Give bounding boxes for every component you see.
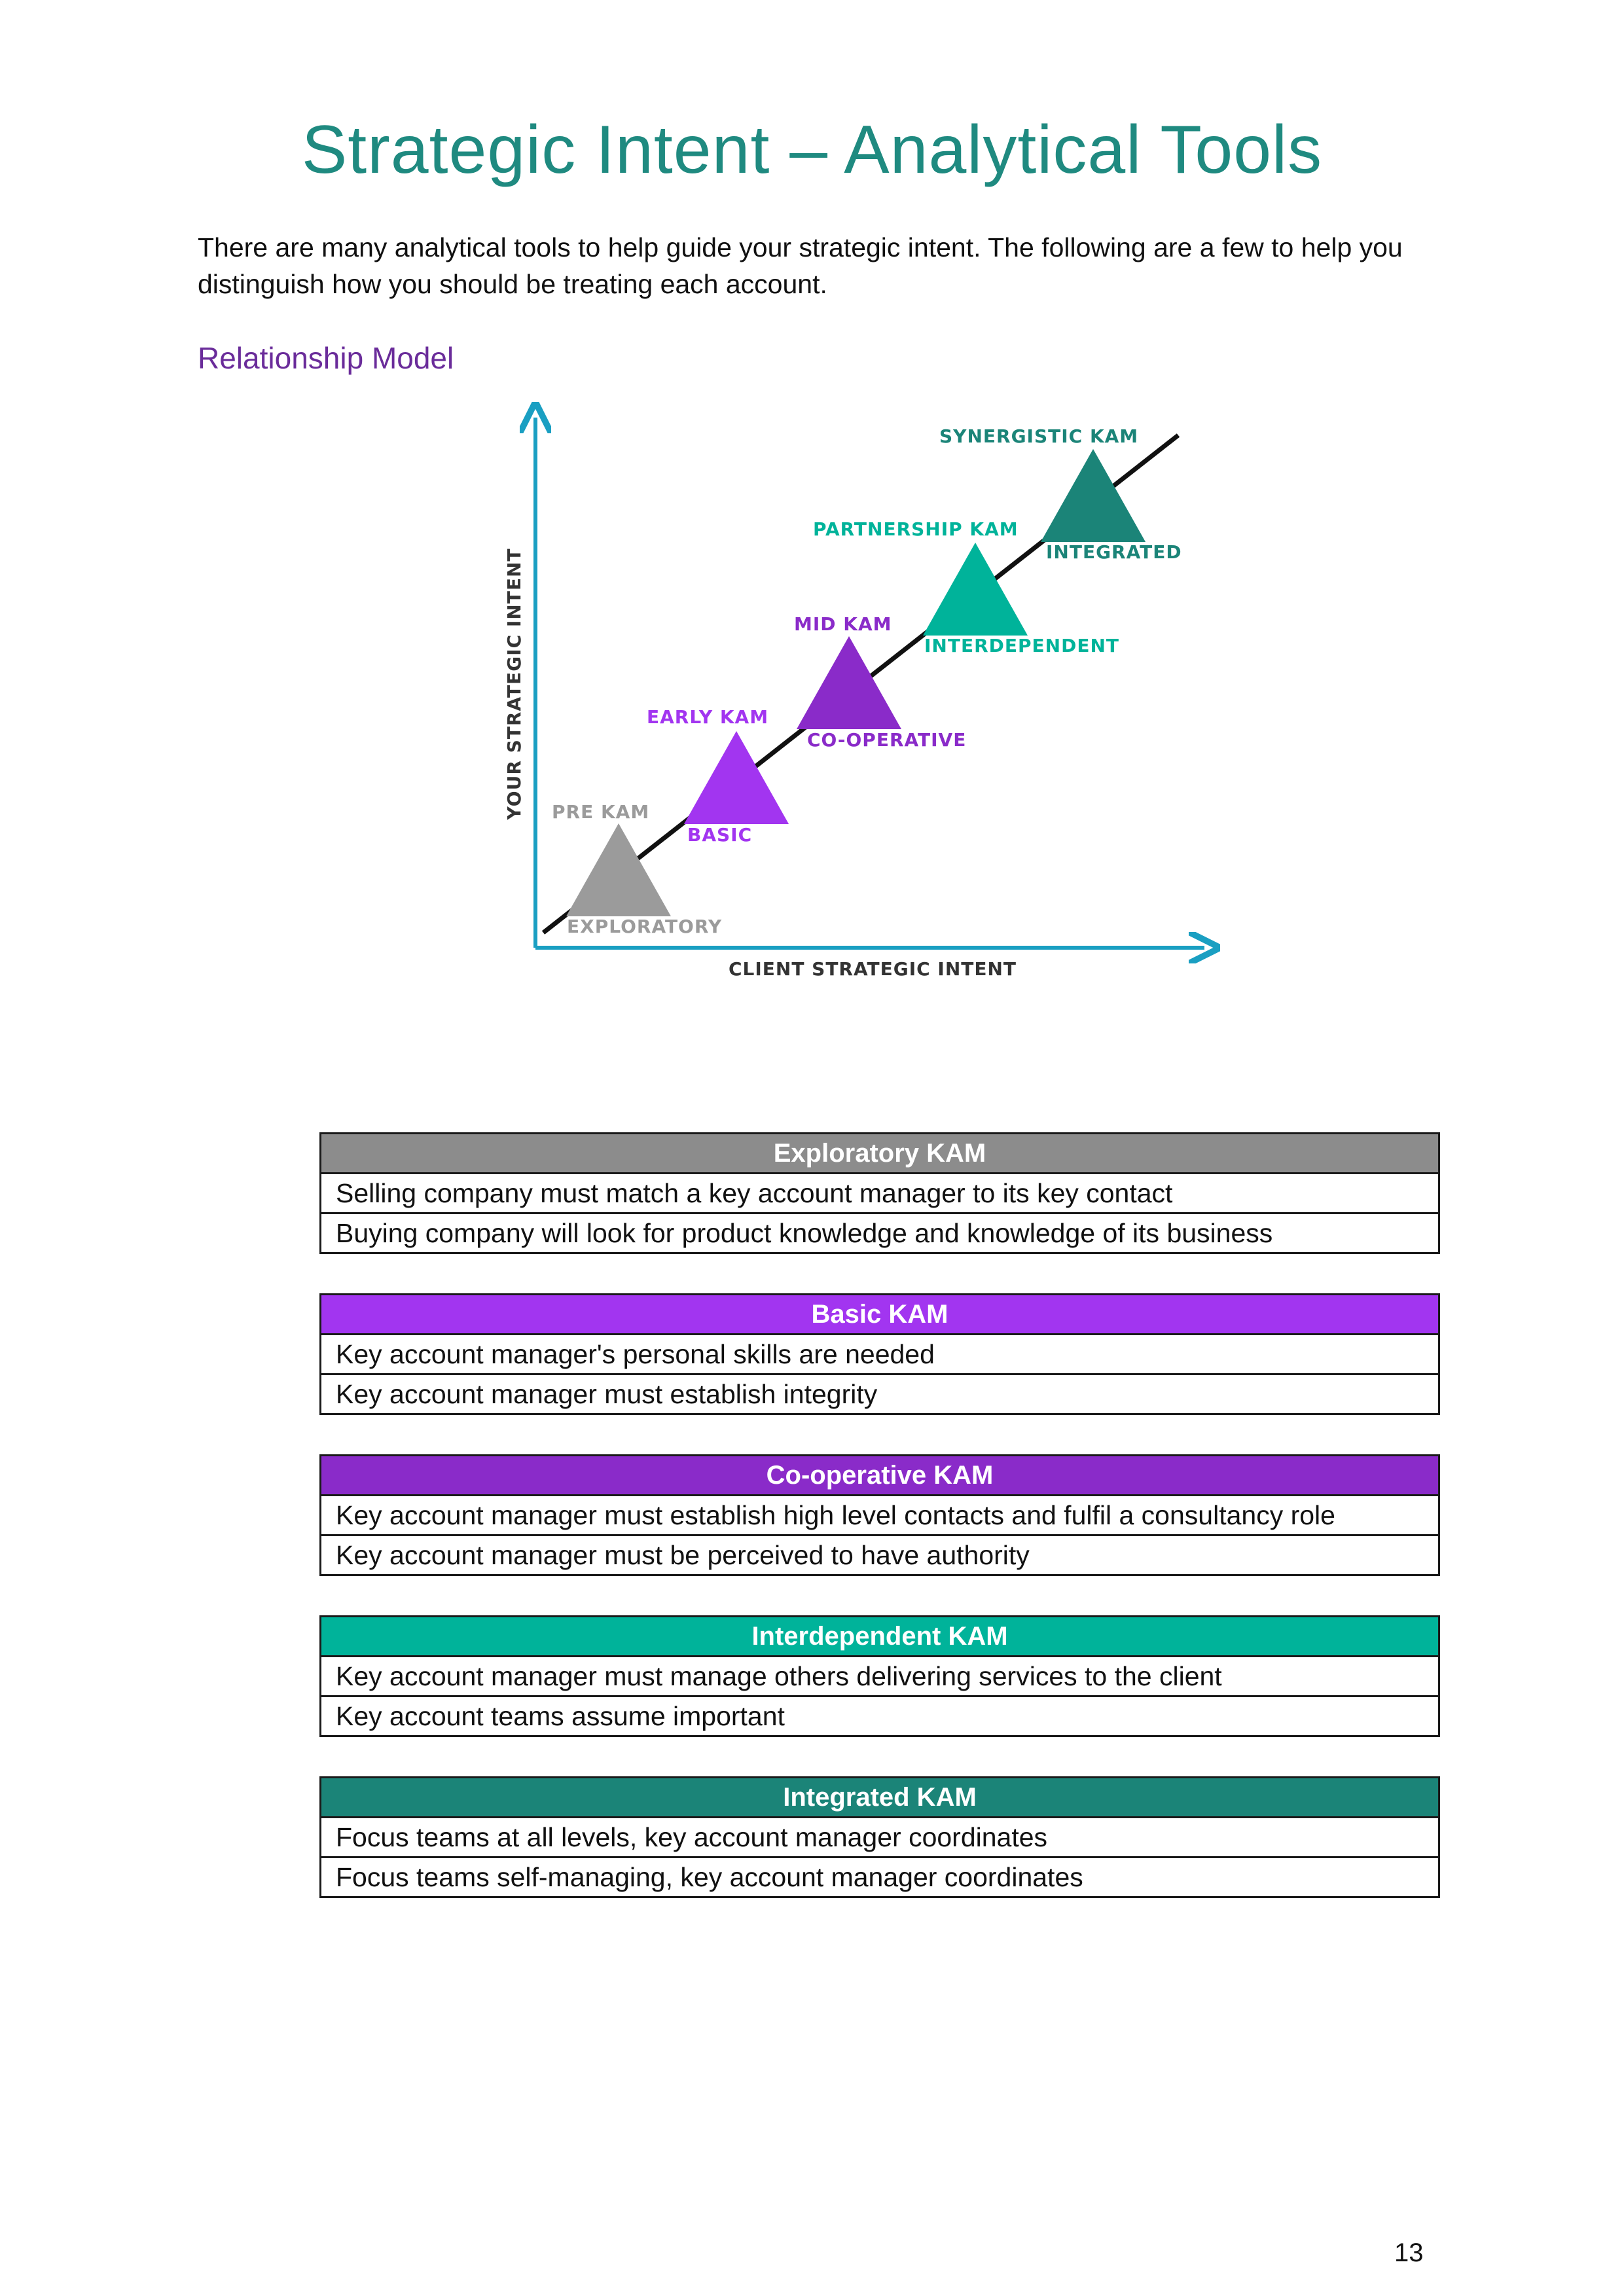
table-row: Key account manager must establish integrity [336, 1379, 878, 1409]
x-axis-label: CLIENT STRATEGIC INTENT [728, 958, 1017, 980]
table-integrated-kam [319, 1776, 1440, 1898]
stage-early-kam [647, 706, 789, 846]
table-basic-kam [319, 1293, 1440, 1415]
stage-level: BASIC [687, 824, 753, 846]
table-header: Integrated KAM [321, 1778, 1438, 1818]
table-row: Focus teams self-managing, key account manager coordinates [336, 1862, 1083, 1892]
table-row: Focus teams at all levels, key account manager coordinates [321, 1818, 1438, 1858]
section-heading: Relationship Model [198, 341, 454, 375]
page-title: Strategic Intent – Analytical Tools [301, 112, 1323, 188]
stage-name: EARLY KAM [647, 706, 769, 728]
stage-name: PRE KAM [552, 801, 650, 823]
stage-triangle [684, 731, 789, 824]
stage-triangle [923, 543, 1028, 636]
stage-triangle [797, 636, 901, 729]
table-interdependent-kam [319, 1615, 1440, 1737]
table-row: Buying company will look for product knowledge and knowledge of its business [336, 1218, 1273, 1248]
y-axis-label: YOUR STRATEGIC INTENT [503, 548, 525, 820]
table-co-operative-kam [319, 1454, 1440, 1576]
stage-name: PARTNERSHIP KAM [813, 518, 1019, 540]
table-row: Key account teams assume important [336, 1701, 785, 1731]
table-header: Co-operative KAM [321, 1456, 1438, 1496]
stage-name: SYNERGISTIC KAM [939, 425, 1139, 447]
table-row: Key account manager must manage others delivering services to the client [321, 1657, 1438, 1697]
stage-triangle [1041, 449, 1146, 542]
kam-tables [319, 1132, 1440, 1937]
stage-level: INTEGRATED [1046, 541, 1182, 563]
table-row: Selling company must match a key account manager to its key contact [321, 1174, 1438, 1214]
stage-name: MID KAM [794, 613, 892, 635]
stage-level: INTERDEPENDENT [924, 635, 1119, 656]
table-header: Basic KAM [321, 1295, 1438, 1335]
stage-triangle [566, 823, 671, 916]
table-row: Key account manager must be perceived to have authority [336, 1540, 1030, 1570]
relationship-model-diagram [0, 0, 1624, 1014]
table-row: Key account manager must establish high level contacts and fulfil a consultancy role [321, 1496, 1438, 1536]
stage-synergistic-kam [939, 425, 1182, 563]
page-number: 13 [1394, 2238, 1424, 2267]
intro-paragraph: There are many analytical tools to help guide your strategic intent. The following are a few to help you distinguish how you should be treating each account. [198, 232, 1403, 299]
table-exploratory-kam [319, 1132, 1440, 1254]
stage-level: EXPLORATORY [567, 916, 723, 937]
table-row: Key account manager's personal skills are needed [321, 1335, 1438, 1375]
table-header: Interdependent KAM [321, 1617, 1438, 1657]
table-header: Exploratory KAM [321, 1134, 1438, 1174]
stage-level: CO-OPERATIVE [807, 729, 967, 751]
